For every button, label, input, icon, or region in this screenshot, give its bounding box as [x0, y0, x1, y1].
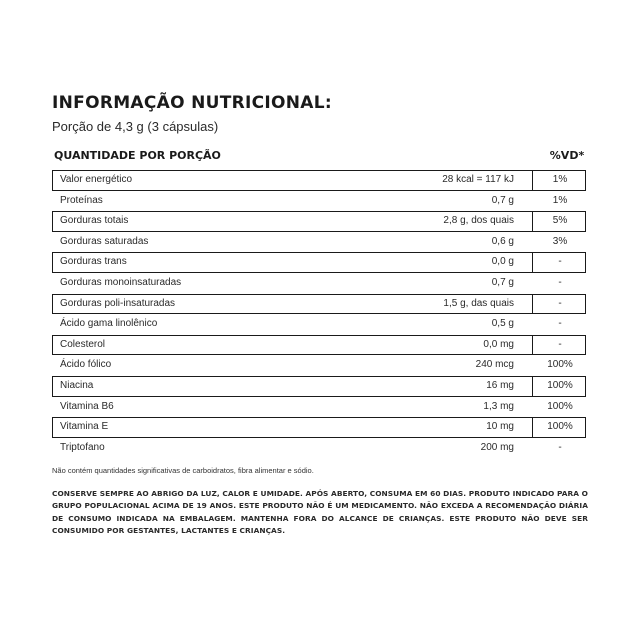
- nutrient-vd: 100%: [547, 379, 573, 391]
- page-title: INFORMAÇÃO NUTRICIONAL:: [52, 93, 332, 113]
- nutrient-name: Niacina: [60, 379, 94, 391]
- column-divider: [532, 417, 533, 438]
- table-row: [52, 335, 586, 356]
- nutrient-vd: 1%: [552, 174, 568, 185]
- storage-warning: CONSERVE SEMPRE AO ABRIGO DA LUZ, CALOR E UMIDADE. APÓS ABERTO, CONSUMA EM 60 DIAS. PRODUTO INDICADO PARA O GRUPO POPULACIONAL ACIMA DE 19 ANOS. ESTE PRODUTO NÃO É UM MEDICAMENTO. NÃO EXCEDA A RECOMENDAÇÃO DIÁRIA DE CONSUMO INDICADA NA EMBALAGEM. MANTENHA FORA DO ALCANCE DE CRIANÇAS. ESTE PRODUTO NÃO DEVE SER CONSUMIDO POR GESTANTES, LACTANTES E CRIANÇAS.: [52, 489, 589, 535]
- nutrient-amount: 16 mg: [486, 379, 514, 391]
- table-row: [52, 191, 586, 212]
- table-row: [52, 376, 586, 397]
- nutrient-vd: 5%: [552, 215, 568, 227]
- table-row: [52, 314, 586, 335]
- nutrient-name: Colesterol: [60, 338, 106, 350]
- vd-header: %VD*: [549, 149, 585, 162]
- column-divider: [532, 335, 533, 356]
- nutrient-amount: 1,3 mg: [483, 400, 514, 412]
- nutrient-name: Gorduras totais: [60, 215, 129, 227]
- nutrient-name: Vitamina B6: [60, 400, 114, 412]
- nutrient-vd: -: [558, 276, 562, 288]
- table-row: [52, 232, 586, 253]
- nutrient-name: Valor energético: [60, 174, 133, 185]
- nutrient-vd: -: [558, 338, 562, 350]
- column-divider: [532, 211, 533, 232]
- nutrient-amount: 0,0 g: [491, 256, 514, 268]
- nutrient-amount: 200 mg: [480, 441, 514, 453]
- column-divider: [532, 252, 533, 273]
- table-row: [52, 273, 586, 294]
- nutrient-name: Triptofano: [60, 441, 105, 453]
- nutrient-name: Vitamina E: [60, 421, 109, 433]
- table-row: [52, 252, 586, 273]
- table-row: [52, 211, 586, 232]
- nutrient-vd: 100%: [547, 421, 573, 433]
- nutrient-vd: -: [558, 297, 562, 309]
- nutrient-vd: -: [558, 256, 562, 268]
- table-row: [52, 355, 586, 376]
- nutrient-vd: -: [558, 318, 562, 330]
- nutrient-name: Ácido fólico: [60, 359, 112, 371]
- nutrient-name: Gorduras saturadas: [60, 235, 149, 247]
- table-row: [52, 438, 586, 459]
- nutrient-name: Proteínas: [60, 194, 103, 206]
- nutrient-vd: 3%: [552, 235, 568, 247]
- nutrient-name: Gorduras monoinsaturadas: [60, 276, 182, 288]
- column-divider: [532, 294, 533, 315]
- nutrient-amount: 0,7 g: [491, 194, 514, 206]
- table-row: [52, 397, 586, 418]
- quantity-header: QUANTIDADE POR PORÇÃO: [54, 149, 221, 162]
- footnote: Não contém quantidades significativas de carboidratos, fibra alimentar e sódio.: [52, 466, 314, 475]
- nutrient-vd: 100%: [547, 359, 573, 371]
- table-row: [52, 170, 586, 191]
- nutrient-name: Ácido gama linolênico: [60, 318, 158, 330]
- nutrient-vd: 100%: [547, 400, 573, 412]
- column-divider: [532, 376, 533, 397]
- nutrient-amount: 0,0 mg: [483, 338, 514, 350]
- nutrient-amount: 2,8 g, dos quais: [443, 215, 514, 227]
- nutrient-amount: 240 mcg: [475, 359, 514, 371]
- nutrient-name: Gorduras trans: [60, 256, 127, 268]
- nutrition-table: [52, 170, 586, 458]
- table-row: [52, 294, 586, 315]
- nutrient-amount: 28 kcal = 117 kJ: [442, 174, 514, 185]
- table-row: [52, 417, 586, 438]
- nutrient-amount: 1,5 g, das quais: [443, 297, 514, 309]
- table-header: [52, 149, 586, 163]
- nutrient-amount: 0,5 g: [491, 318, 514, 330]
- nutrient-vd: 1%: [552, 194, 568, 206]
- column-divider: [532, 170, 533, 191]
- nutrient-vd: -: [558, 441, 562, 453]
- nutrient-amount: 10 mg: [486, 421, 514, 433]
- nutrient-amount: 0,7 g: [491, 276, 514, 288]
- nutrient-amount: 0,6 g: [491, 235, 514, 247]
- nutrient-name: Gorduras poli-insaturadas: [60, 297, 176, 309]
- portion-size: Porção de 4,3 g (3 cápsulas): [52, 119, 219, 134]
